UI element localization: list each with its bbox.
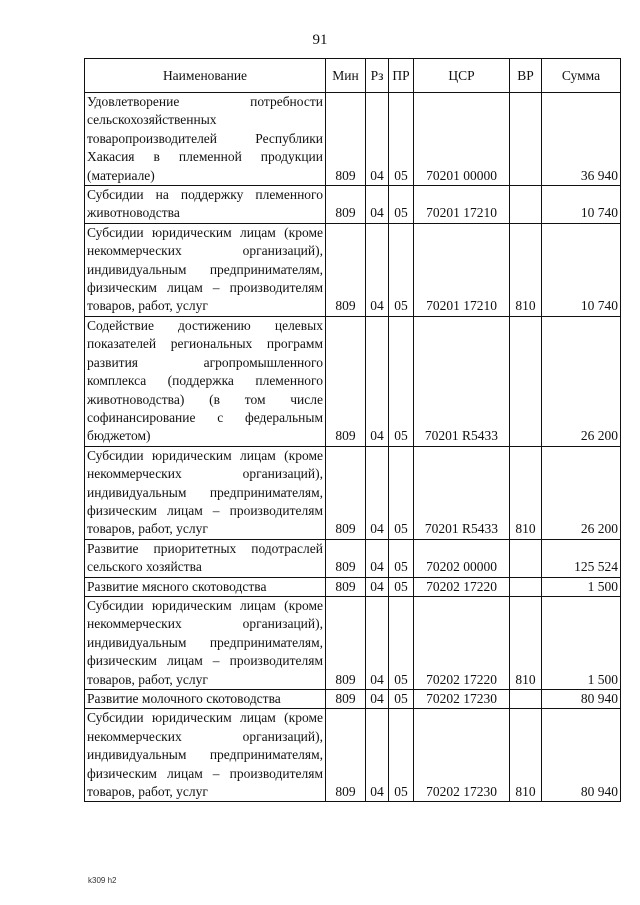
header-rz: Рз (366, 59, 389, 93)
row-vr: 810 (510, 596, 542, 689)
row-rz: 04 (366, 223, 389, 316)
row-sum: 10 740 (542, 223, 621, 316)
row-name: Развитие молочного скотоводства (85, 690, 326, 709)
row-sum: 80 940 (542, 709, 621, 802)
row-name: Содействие достижению целевых показателей региональных программ развития агропромышленного комплекса (поддержка племенного животноводства) (в том числе софинансирование с федеральным бюджетом) (85, 316, 326, 446)
row-name: Развитие приоритетных подотраслей сельского хозяйства (85, 539, 326, 577)
row-csr: 70201 17210 (414, 223, 510, 316)
header-vr: ВР (510, 59, 542, 93)
row-min: 809 (326, 223, 366, 316)
row-sum: 1 500 (542, 596, 621, 689)
row-vr (510, 690, 542, 709)
row-vr (510, 577, 542, 596)
row-csr: 70201 17210 (414, 186, 510, 224)
row-pr: 05 (389, 596, 414, 689)
row-name: Субсидии юридическим лицам (кроме некоммерческих организаций), индивидуальным предпринимателям, физическим лицам – производителям товаров, работ, услуг (85, 446, 326, 539)
row-vr: 810 (510, 709, 542, 802)
row-csr: 70201 00000 (414, 93, 510, 186)
row-sum: 1 500 (542, 577, 621, 596)
row-vr: 810 (510, 446, 542, 539)
row-min: 809 (326, 93, 366, 186)
row-name: Развитие мясного скотоводства (85, 577, 326, 596)
row-rz: 04 (366, 316, 389, 446)
table-row (85, 577, 621, 596)
row-pr: 05 (389, 186, 414, 224)
footer-document-code: k309 h2 (88, 876, 117, 885)
row-csr: 70202 17220 (414, 596, 510, 689)
row-min: 809 (326, 709, 366, 802)
row-vr (510, 539, 542, 577)
header-csr: ЦСР (414, 59, 510, 93)
row-rz: 04 (366, 577, 389, 596)
budget-table (84, 58, 621, 802)
row-sum: 26 200 (542, 316, 621, 446)
row-csr: 70201 R5433 (414, 446, 510, 539)
row-min: 809 (326, 186, 366, 224)
row-min: 809 (326, 539, 366, 577)
table-row (85, 690, 621, 709)
row-rz: 04 (366, 596, 389, 689)
header-sum: Сумма (542, 59, 621, 93)
row-csr: 70202 17220 (414, 577, 510, 596)
row-pr: 05 (389, 446, 414, 539)
row-sum: 26 200 (542, 446, 621, 539)
row-pr: 05 (389, 577, 414, 596)
row-pr: 05 (389, 539, 414, 577)
row-name: Субсидии юридическим лицам (кроме некоммерческих организаций), индивидуальным предпринимателям, физическим лицам – производителям товаров, работ, услуг (85, 223, 326, 316)
row-vr (510, 93, 542, 186)
table-row (85, 93, 621, 186)
row-vr (510, 316, 542, 446)
table-row (85, 539, 621, 577)
row-sum: 80 940 (542, 690, 621, 709)
row-rz: 04 (366, 446, 389, 539)
row-csr: 70202 00000 (414, 539, 510, 577)
row-min: 809 (326, 446, 366, 539)
row-name: Удовлетворение потребности сельскохозяйственных товаропроизводителей Республики Хакасия в племенной продукции (материале) (85, 93, 326, 186)
table-row (85, 316, 621, 446)
row-rz: 04 (366, 93, 389, 186)
header-min: Мин (326, 59, 366, 93)
row-csr: 70201 R5433 (414, 316, 510, 446)
row-csr: 70202 17230 (414, 690, 510, 709)
header-pr: ПР (389, 59, 414, 93)
header-name: Наименование (85, 59, 326, 93)
row-name: Субсидии юридическим лицам (кроме некоммерческих организаций), индивидуальным предпринимателям, физическим лицам – производителям товаров, работ, услуг (85, 709, 326, 802)
table-row (85, 223, 621, 316)
row-sum: 10 740 (542, 186, 621, 224)
page-number: 91 (312, 32, 328, 48)
row-csr: 70202 17230 (414, 709, 510, 802)
row-pr: 05 (389, 709, 414, 802)
row-sum: 36 940 (542, 93, 621, 186)
row-sum: 125 524 (542, 539, 621, 577)
row-min: 809 (326, 690, 366, 709)
row-vr (510, 186, 542, 224)
row-pr: 05 (389, 223, 414, 316)
row-rz: 04 (366, 690, 389, 709)
row-pr: 05 (389, 690, 414, 709)
row-name: Субсидии юридическим лицам (кроме некоммерческих организаций), индивидуальным предпринимателям, физическим лицам – производителям товаров, работ, услуг (85, 596, 326, 689)
row-pr: 05 (389, 93, 414, 186)
table-row (85, 596, 621, 689)
row-vr: 810 (510, 223, 542, 316)
row-pr: 05 (389, 316, 414, 446)
table-header-row (85, 59, 621, 93)
table-row (85, 186, 621, 224)
table-row (85, 446, 621, 539)
table-row (85, 709, 621, 802)
row-min: 809 (326, 577, 366, 596)
row-min: 809 (326, 596, 366, 689)
row-rz: 04 (366, 709, 389, 802)
row-rz: 04 (366, 539, 389, 577)
row-rz: 04 (366, 186, 389, 224)
row-min: 809 (326, 316, 366, 446)
row-name: Субсидии на поддержку племенного животноводства (85, 186, 326, 224)
